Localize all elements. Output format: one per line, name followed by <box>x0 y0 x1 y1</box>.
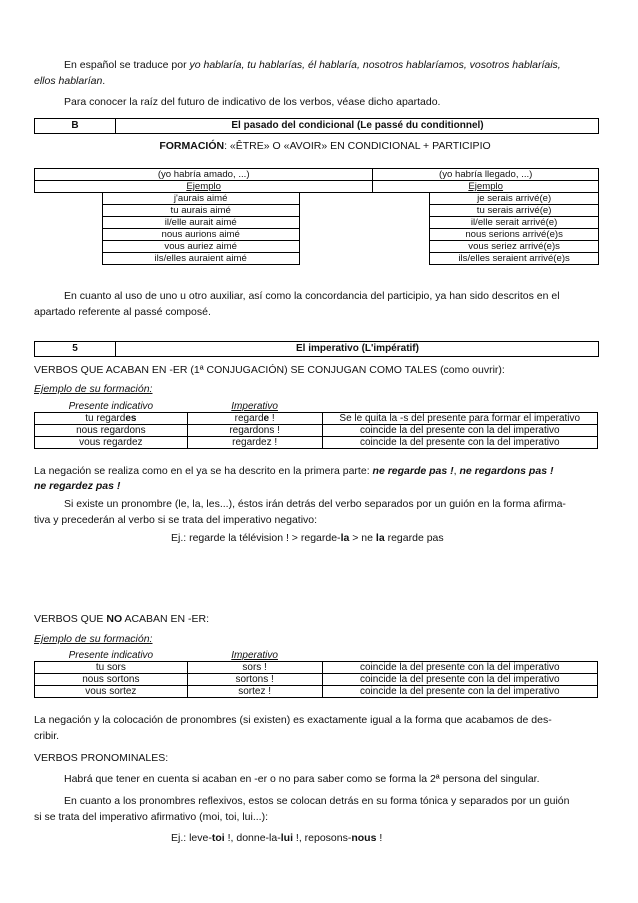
non-er-no: NO <box>106 613 123 625</box>
non-er-text: ACABAN EN -ER: <box>122 613 210 625</box>
etre-form: ils/elles seraient arrivé(e)s <box>430 253 599 265</box>
example-pronoun: toi <box>211 832 225 844</box>
auxiliary-note-cont: apartado referente al passé composé. <box>34 306 211 318</box>
section-b-header <box>34 118 599 134</box>
section-5-number: 5 <box>35 342 116 356</box>
negation-paragraph <box>34 464 600 478</box>
auxiliary-note: En cuanto al uso de uno u otro auxiliar, así como la concordancia del participio, ya han sido descritos en el <box>64 290 560 302</box>
table-row <box>35 217 599 229</box>
section-b-number: B <box>35 119 116 133</box>
table-row <box>35 686 598 698</box>
note-cell: Se le quita la -s del presente para formar el imperativo <box>322 413 597 425</box>
table-row <box>35 193 599 205</box>
intro-translation: yo hablaría, tu hablarías, él hablaría, nosotros hablaríamos, vosotros hablaríais, <box>189 59 561 71</box>
imperative-cell: sors ! <box>187 662 322 674</box>
example-label: Ejemplo <box>186 181 222 192</box>
table-row <box>35 181 599 193</box>
non-er-text: VERBOS QUE <box>34 613 107 625</box>
table-row <box>35 401 598 413</box>
er-imperative-table <box>34 401 598 449</box>
section-b-title: El pasado del condicional (Le passé du conditionnel) <box>231 120 484 131</box>
negation-example-2: ne regardons pas ! <box>459 465 554 477</box>
example-pronoun: la <box>340 532 350 544</box>
formation-line <box>0 139 638 153</box>
formation-text: : «ÊTRE» O «AVOIR» EN CONDICIONAL + PARTICIPIO <box>224 140 491 152</box>
formation-example-text: Ejemplo de su formación: <box>34 633 153 645</box>
example-label: Ejemplo <box>468 181 504 192</box>
col-imperativo-label: Imperativo <box>231 650 278 661</box>
imperative-cell <box>187 413 322 425</box>
reflexive-example <box>171 831 382 845</box>
imperative-cell: regardons ! <box>187 425 322 437</box>
etre-form: nous serions arrivé(e)s <box>430 229 599 241</box>
formation-example-label-2 <box>34 632 600 646</box>
table-row <box>35 241 599 253</box>
intro-paragraph <box>34 58 600 72</box>
avoir-form: nous aurions aimé <box>102 229 299 241</box>
avoir-form: vous auriez aimé <box>102 241 299 253</box>
imperative-exclam: ! <box>269 413 275 424</box>
avoir-form: j'aurais aimé <box>102 193 299 205</box>
table-row <box>35 413 598 425</box>
intro-note: Para conocer la raíz del futuro de indicativo de los verbos, véase dicho apartado. <box>64 96 441 108</box>
negation-text: La negación se realiza como en el ya se ha descrito en la primera parte: <box>34 465 373 477</box>
negation-sep: , <box>453 465 460 477</box>
cond-col2-header: (yo habría llegado, ...) <box>373 169 599 181</box>
formation-example-label <box>34 382 600 396</box>
present-cell <box>35 413 188 425</box>
example-text: ! <box>376 832 383 844</box>
negation-example-3: ne regardez pas ! <box>34 480 121 492</box>
example-pronoun: nous <box>351 832 377 844</box>
example-text: Ej.: regarde la télévision ! > regarde- <box>171 532 341 544</box>
cond-example-label-1 <box>35 181 373 193</box>
negation-placement-paragraph: La negación y la colocación de pronombres (si existen) es exactamente igual a la forma que acabamos de des- <box>34 714 552 726</box>
non-er-heading <box>34 612 600 626</box>
pronominal-heading: VERBOS PRONOMINALES: <box>34 752 169 764</box>
present-cell: nous regardons <box>35 425 188 437</box>
col-presente <box>35 401 188 413</box>
reflexive-paragraph-cont: si se trata del imperativo afirmativo (moi, toi, lui...): <box>34 811 268 823</box>
example-text: regarde pas <box>384 532 444 544</box>
table-row <box>35 253 599 265</box>
table-row <box>35 205 599 217</box>
col-presente-label: Presente indicativo <box>68 650 154 661</box>
avoir-form: ils/elles auraient aimé <box>102 253 299 265</box>
present-cell: nous sortons <box>35 674 188 686</box>
intro-translation-end: ellos hablarían <box>34 75 103 87</box>
note-cell: coincide la del presente con la del imperativo <box>322 437 597 449</box>
etre-form: vous seriez arrivé(e)s <box>430 241 599 253</box>
negation-example-1: ne regarde pas ! <box>372 465 454 477</box>
pronoun-example <box>171 531 444 545</box>
conditional-table <box>34 168 599 265</box>
avoir-form: il/elle aurait aimé <box>102 217 299 229</box>
note-cell: coincide la del presente con la del imperativo <box>322 674 597 686</box>
table-row <box>35 229 599 241</box>
pronoun-paragraph-cont: tiva y precederán al verbo si se trata del imperativo negativo: <box>34 514 318 526</box>
avoir-form: tu aurais aimé <box>102 205 299 217</box>
etre-form: je serais arrivé(e) <box>430 193 599 205</box>
example-pronoun: lui <box>280 832 293 844</box>
formation-label: FORMACIÓN <box>159 140 225 152</box>
cond-col1-header: (yo habría amado, ...) <box>35 169 373 181</box>
table-row <box>35 650 598 662</box>
table-row <box>35 437 598 449</box>
col-presente <box>35 650 188 662</box>
example-text: Ej.: leve- <box>171 832 212 844</box>
negation-paragraph-cont <box>34 479 600 493</box>
note-cell: coincide la del presente con la del imperativo <box>322 662 597 674</box>
etre-form: tu serais arrivé(e) <box>430 205 599 217</box>
pronominal-paragraph: Habrá que tener en cuenta si acaban en -er o no para saber como se forma la 2ª persona del singular. <box>64 773 540 785</box>
col-imperativo <box>187 650 322 662</box>
present-stem: tu regard <box>85 413 126 424</box>
table-row <box>35 674 598 686</box>
cond-example-label-2 <box>373 181 599 193</box>
col-imperativo <box>187 401 322 413</box>
present-ending: es <box>125 413 137 424</box>
table-row <box>35 662 598 674</box>
imperative-cell: regardez ! <box>187 437 322 449</box>
intro-paragraph-cont <box>34 74 600 88</box>
example-text: > ne <box>349 532 376 544</box>
table-row <box>35 169 599 181</box>
table-row <box>35 425 598 437</box>
example-pronoun: la <box>375 532 385 544</box>
example-text: !, reposons- <box>292 832 352 844</box>
pronoun-paragraph: Si existe un pronombre (le, la, les...), éstos irán detrás del verbo separados por un guión en la forma afirma- <box>64 498 566 510</box>
imperative-ending: e <box>263 413 270 424</box>
imperative-cell: sortez ! <box>187 686 322 698</box>
formation-example-text: Ejemplo de su formación: <box>34 383 153 395</box>
etre-form: il/elle serait arrivé(e) <box>430 217 599 229</box>
example-text: !, donne-la- <box>224 832 281 844</box>
col-imperativo-label: Imperativo <box>231 401 278 412</box>
note-cell: coincide la del presente con la del imperativo <box>322 686 597 698</box>
present-cell: vous sortez <box>35 686 188 698</box>
er-verbs-heading: VERBOS QUE ACABAN EN -ER (1ª CONJUGACIÓN) SE CONJUGAN COMO TALES (como ouvrir): <box>34 364 505 376</box>
intro-text: En español se traduce por <box>64 59 190 71</box>
col-presente-label: Presente indicativo <box>68 401 154 412</box>
note-cell: coincide la del presente con la del imperativo <box>322 425 597 437</box>
section-5-title: El imperativo (L'impératif) <box>296 343 419 354</box>
intro-period: . <box>102 75 106 87</box>
reflexive-paragraph: En cuanto a los pronombres reflexivos, estos se colocan detrás en su forma tónica y separados por un guión <box>64 795 570 807</box>
present-cell: tu sors <box>35 662 188 674</box>
present-cell: vous regardez <box>35 437 188 449</box>
imperative-cell: sortons ! <box>187 674 322 686</box>
non-er-imperative-table <box>34 650 598 698</box>
section-5-header <box>34 341 599 357</box>
imperative-stem: regard <box>234 413 264 424</box>
negation-placement-paragraph-cont: cribir. <box>34 730 60 742</box>
